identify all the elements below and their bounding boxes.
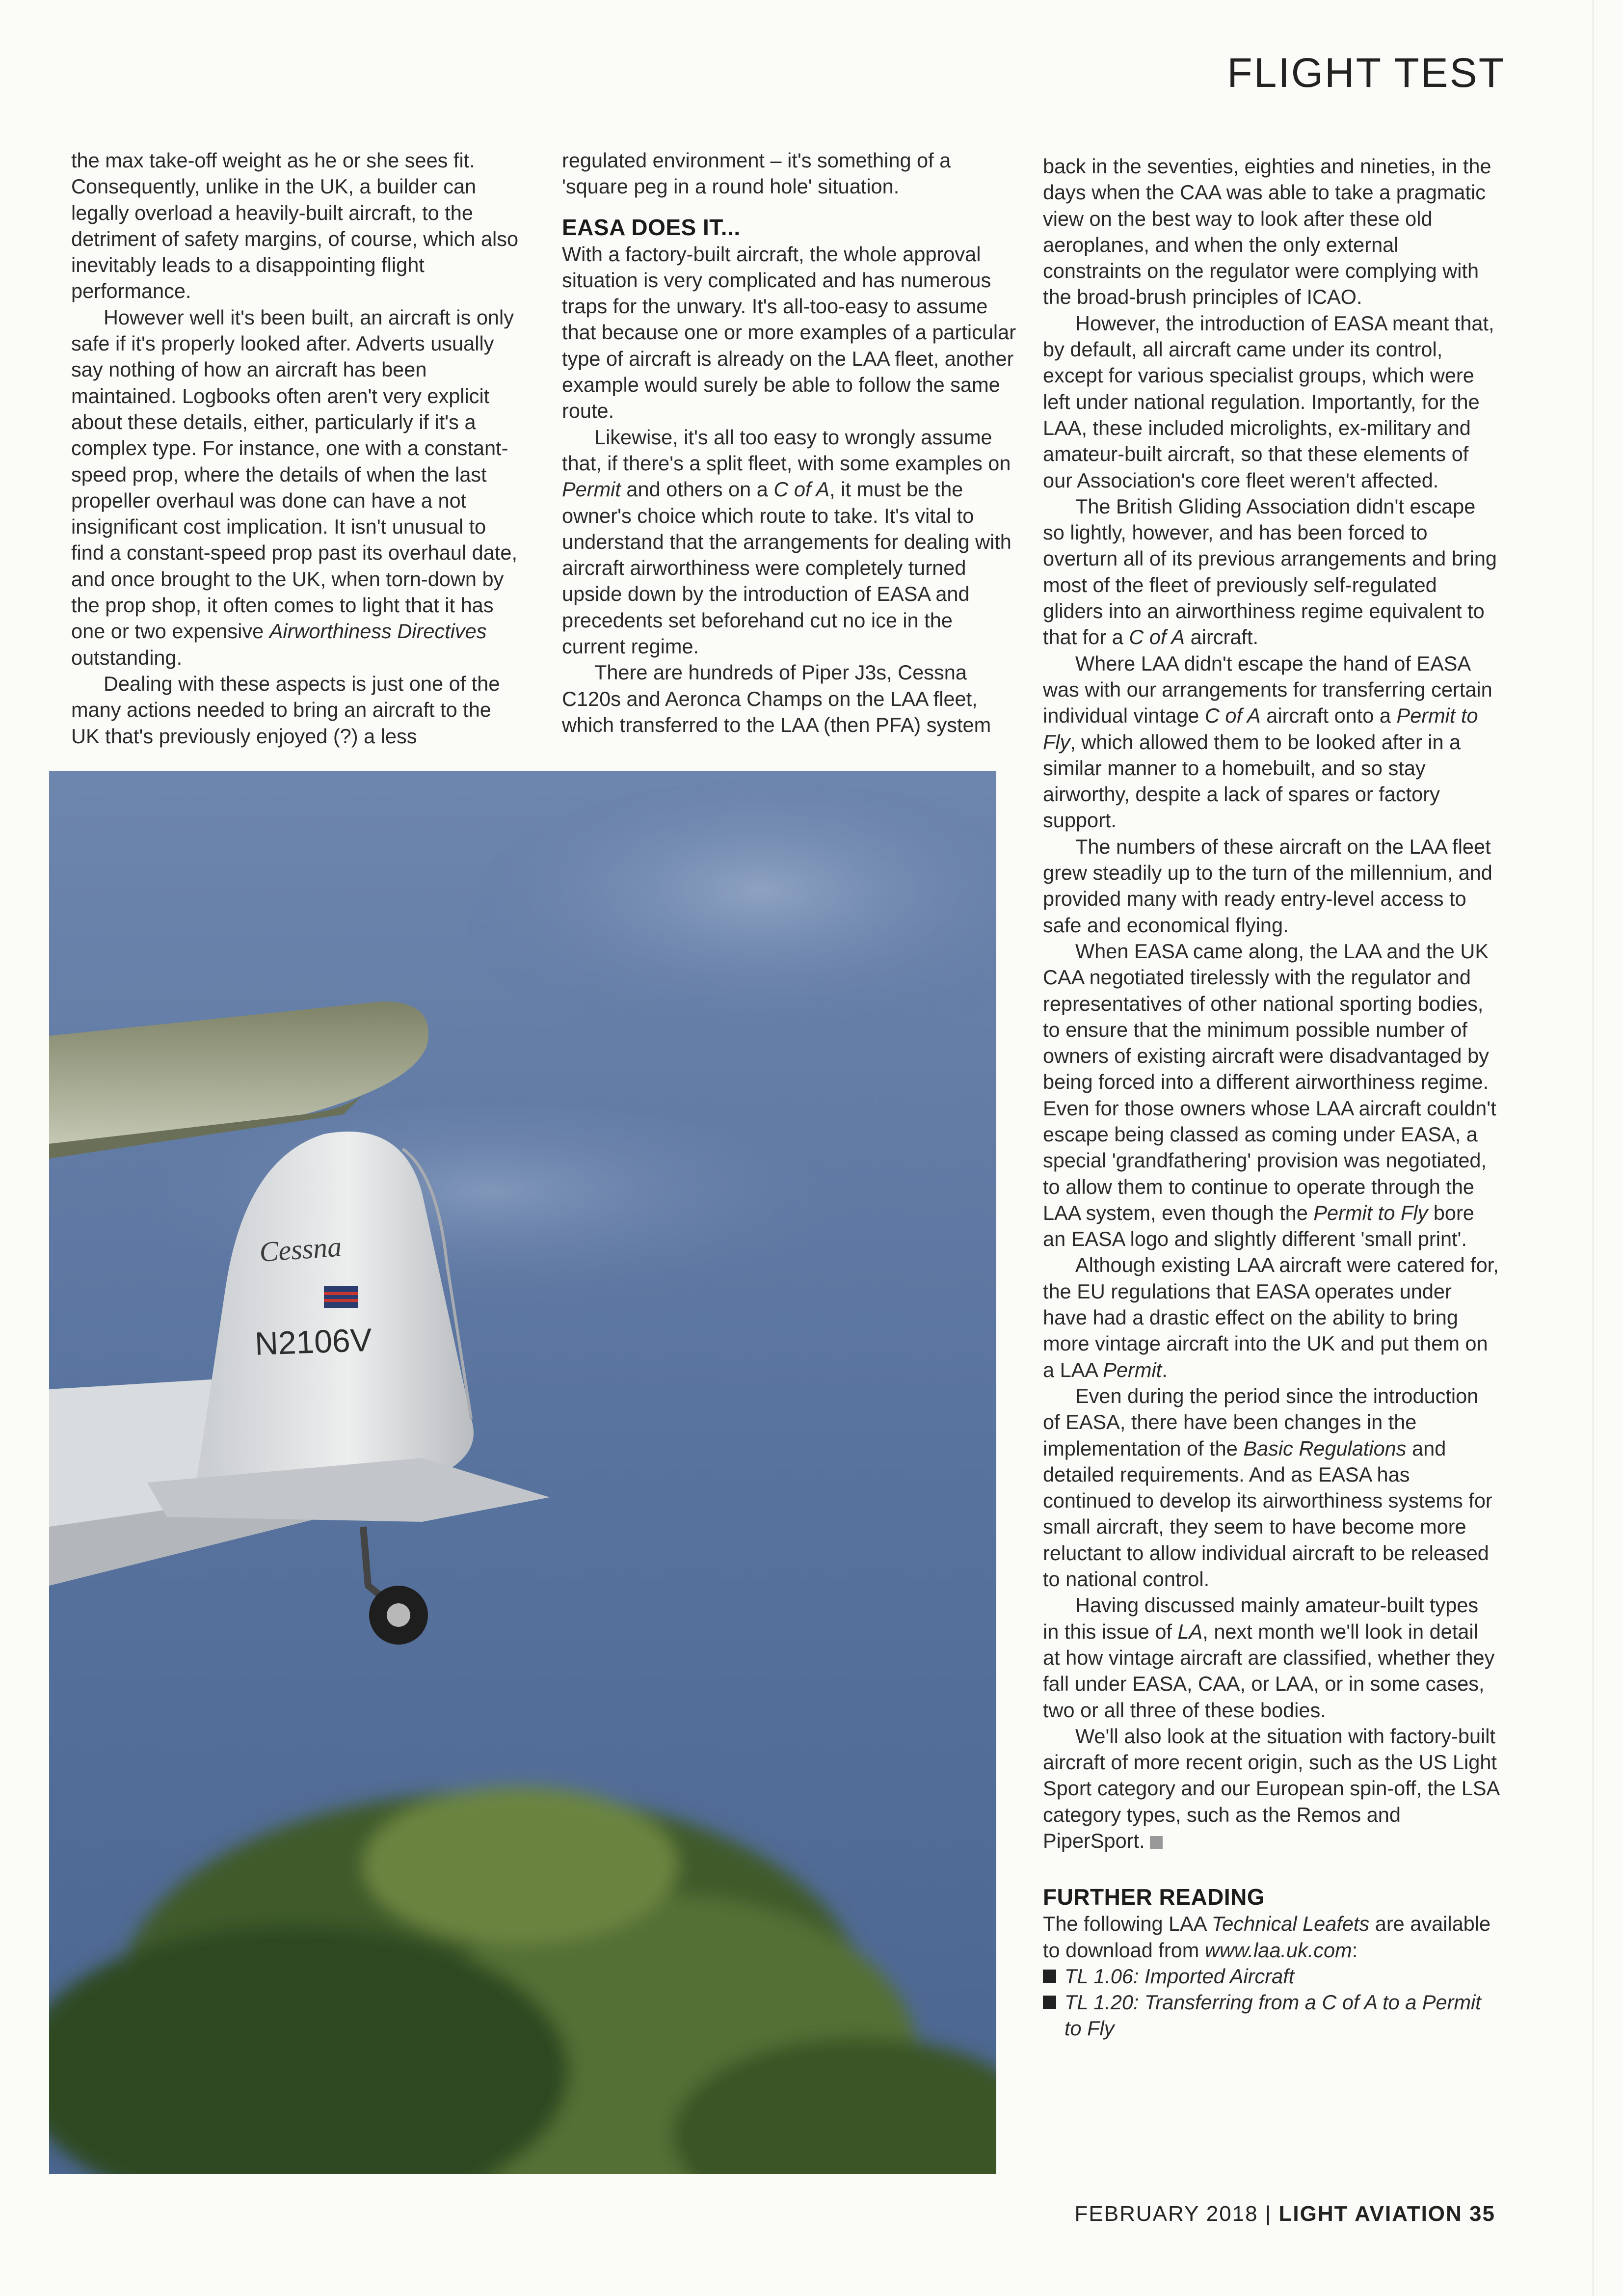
- cessna-tail-illustration: [49, 771, 996, 2174]
- col3-paragraph-1: back in the seventies, eighties and nineties, in the days when the CAA was able to take a pragmatic view on the best way to look after these old aeroplanes, and when the only external constraints on the regulator were complying with the broad-brush principles of ICAO.: [1043, 155, 1491, 309]
- footer-separator: |: [1265, 2202, 1272, 2226]
- col1-paragraph-3: Dealing with these aspects is just one of the many actions needed to bring an aircraft to the UK that's previously enjoyed (?) a less: [71, 672, 500, 748]
- col3-paragraph-2: However, the introduction of EASA meant that, by default, all aircraft came under its control, except for various specialist groups, which were left under national regulation. Importantly, for the LAA, these included microlights, ex-military and amateur-built aircraft, so that these elements of our Association's core fleet weren't affected.: [1043, 311, 1494, 492]
- column-1: [71, 147, 523, 749]
- bullet-square-icon: [1043, 1970, 1056, 1983]
- aircraft-photo: [49, 771, 996, 2174]
- subheading-further-reading: FURTHER READING: [1043, 1884, 1265, 1910]
- col2-paragraph-3: Likewise, it's all too easy to wrongly assume that, if there's a split fleet, with some examples on Permit and others on a C of A, it must be the owner's choice which route to take. It's vital to understand that the arrangements for dealing with aircraft airworthiness were completely turned upside down by the introduction of EASA and precedents set beforehand cut no ice in the current regime.: [562, 425, 1011, 658]
- laa-website-link[interactable]: www.laa.uk.com: [1204, 1938, 1352, 1962]
- col3-paragraph-5: The numbers of these aircraft on the LAA fleet grew steadily up to the turn of the millennium, and provided many with ready entry-level access to safe and economical flying.: [1043, 835, 1492, 937]
- further-reading-intro: The following LAA Technical Leafets are available to download from www.laa.uk.com:: [1043, 1912, 1491, 1962]
- page-trim-line: [1593, 0, 1594, 2296]
- col1-paragraph-1: the max take-off weight as he or she sees fit. Consequently, unlike in the UK, a builder can legally overload a heavily-built aircraft, to the detriment of safety margins, of course, which also inevitably leads to a disappointing flight performance.: [71, 149, 519, 303]
- page-number: 35: [1469, 2202, 1495, 2226]
- col3-paragraph-3: The British Gliding Association didn't escape so lightly, however, and has been forced to overturn all of its previous arrangements and bring most of the fleet of previously self-regulated gliders into an airworthiness regime equivalent to that for a C of A aircraft.: [1043, 494, 1497, 649]
- col2-paragraph-4: There are hundreds of Piper J3s, Cessna C120s and Aeronca Champs on the LAA fleet, which transferred to the LAA (then PFA) system: [562, 661, 991, 736]
- subheading-easa-does-it: EASA DOES IT...: [562, 214, 741, 240]
- col2-paragraph-1: regulated environment – it's something of a 'square peg in a round hole' situation.: [562, 149, 951, 198]
- page-footer: [1075, 2202, 1495, 2226]
- col3-paragraph-8: Even during the period since the introduction of EASA, there have been changes in the implementation of the Basic Regulations and detailed requirements. And as EASA has continued to develop its airworthiness systems for small aircraft, they seem to have become more reluctant to allow individual aircraft to be released to national control.: [1043, 1384, 1492, 1591]
- magazine-name: LIGHT AVIATION: [1278, 2202, 1463, 2226]
- further-reading-item: TL 1.06: Imported Aircraft: [1043, 1963, 1499, 1989]
- end-of-article-icon: [1150, 1836, 1163, 1849]
- col1-paragraph-2: However well it's been built, an aircraft is only safe if it's properly looked after. Adverts usually say nothing of how an aircraft has been maintained. Logbooks often aren't very explicit about these details, either, particularly if it's a complex type. For instance, one with a constant-speed prop, where the details of when the last propeller overhaul was done can have a not insignificant cost implication. It isn't unusual to find a constant-speed prop past its overhaul date, and once brought to the UK, when torn-down by the prop shop, it often comes to light that it has one or two expensive Airworthiness Directives outstanding.: [71, 305, 517, 669]
- fin-brand-text: Cessna: [258, 1230, 343, 1268]
- col2-paragraph-2: With a factory-built aircraft, the whole approval situation is very complicated and has numerous traps for the unwary. It's all-too-easy to assume that because one or more examples of a particular type of aircraft is already on the LAA fleet, another example would surely be able to follow the same route.: [562, 242, 1016, 423]
- us-flag-icon: [324, 1286, 358, 1308]
- col3-paragraph-9: Having discussed mainly amateur-built types in this issue of LA, next month we'll look in detail at how vintage aircraft are classified, whether they fall under EASA, CAA, or LAA, or in some cases, two or all three of these bodies.: [1043, 1594, 1495, 1722]
- col3-paragraph-7: Although existing LAA aircraft were catered for, the EU regulations that EASA operates under have had a drastic effect on the ability to bring more vintage aircraft into the UK and put them on a LAA Permit.: [1043, 1253, 1499, 1381]
- bullet-square-icon: [1043, 1996, 1056, 2009]
- col3-paragraph-10: We'll also look at the situation with factory-built aircraft of more recent origin, such as the US Light Sport category and our European spin-off, the LSA category types, such as the Remos and PiperSport.: [1043, 1724, 1499, 1852]
- further-reading-item: TL 1.20: Transferring from a C of A to a Permit to Fly: [1043, 1989, 1499, 2042]
- col3-paragraph-6: When EASA came along, the LAA and the UK CAA negotiated tirelessly with the regulator and representatives of other national sporting bodies, to ensure that the minimum possible number of owners of existing aircraft were disadvantaged by being forced into a different airworthiness regime. Even for those owners whose LAA aircraft couldn't escape being classed as coming under EASA, a special 'grandfathering' provision was negotiated, to allow them to continue to operate through the LAA system, even though the Permit to Fly bore an EASA logo and slightly different 'small print'.: [1043, 939, 1496, 1251]
- issue-date: FEBRUARY 2018: [1074, 2202, 1258, 2226]
- column-2: [562, 147, 1018, 738]
- section-title: FLIGHT TEST: [1227, 50, 1505, 96]
- col3-paragraph-4: Where LAA didn't escape the hand of EASA was with our arrangements for transferring certain individual vintage C of A aircraft onto a Permit to Fly, which allowed them to be looked after in a similar manner to a homebuilt, and so stay airworthy, despite a lack of spares or factory support.: [1043, 651, 1492, 832]
- column-3: [1043, 153, 1499, 2042]
- registration-text: N2106V: [254, 1321, 372, 1362]
